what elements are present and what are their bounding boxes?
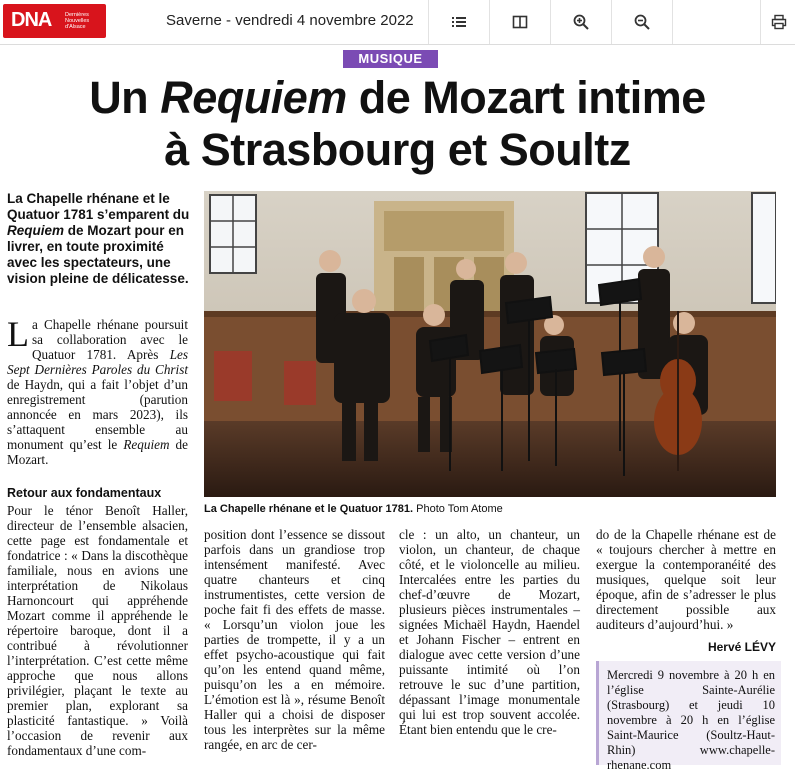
article-column-2: position dont l’essence se dissout parfois dans un grandiose trop intensément manifesté. Avec quatre chanteurs et cinq instrumentistes, cette version de poche fait fi des effets de masse. « Lorsqu’un violon joue les parties de trompette, il y a un effet psycho-acoustique qui fait qu’on les entend quand même, puisqu’on les a en mémoire. L’émotion est là », résume Benoît Haller qui a choisi de disposer tous les interprètes sur la même rangée, en arc de cer- [204, 527, 385, 752]
dna-logo[interactable] [3, 4, 106, 38]
columns-icon[interactable] [490, 0, 550, 44]
article-column-4: do de la Chapelle rhénane est de « toujours chercher à mettre en exergue la contemporanéité des musiques, quelque soit leur époque, afin de s’adresser le plus directement possible aux auditeurs d’aujourd’hui. » [596, 527, 776, 632]
article-intro: La Chapelle rhénane poursuit sa collaboration avec le Quatuor 1781. Après Les Sept Dernières Paroles du Christ de Haydn, qui a fait l’objet d’un enregistrement (parution annoncée en mars 2023), ils s’attaquent ensemble au monument qu’est le Requiem de Mozart. [7, 314, 189, 467]
section-subhead: Retour aux fondamentaux [7, 486, 162, 500]
edition-date: Saverne - vendredi 4 novembre 2022 [166, 12, 414, 29]
top-toolbar [0, 0, 795, 45]
drop-cap: L [7, 314, 29, 354]
article-column-1: Pour le ténor Benoît Haller, directeur de l’ensemble alsacien, cette page est fondamentale et fondatrice : « Dans la discothèque familiale, nous en avions une interprétation de Nikolaus Harnoncourt qui appréhende Mozart comme il appréhende le répertoire baroque, dont il a contribué à révolutionner l’interprétation. C’est cette même approche que nous allons privilégier, plaçant le texte au premier plan, explorant sa plasticité fantastique. » Voilà l’occasion de revenir aux fondamentaux d’une com- [7, 503, 188, 758]
rubric-label: MUSIQUE [343, 50, 438, 68]
article-author: Hervé LÉVY [707, 640, 776, 654]
print-icon[interactable] [762, 0, 795, 44]
zoom-out-icon[interactable] [612, 0, 672, 44]
photo-caption: La Chapelle rhénane et le Quatuor 1781. Photo Tom Atome [204, 503, 503, 515]
logo-text: DNA [11, 9, 52, 31]
logo-subtext: Dernières Nouvelles d'Alsace [65, 12, 90, 30]
zoom-in-icon[interactable] [551, 0, 611, 44]
list-icon[interactable] [429, 0, 489, 44]
event-info-text: Mercredi 9 novembre à 20 h en l’église Sainte-Aurélie (Strasbourg) et jeudi 10 novembre à 20 h en l’église Saint-Maurice (Soultz-Haut-Rhin) www.chapelle-rhenane.com [607, 668, 775, 772]
article-photo [204, 191, 776, 497]
article-lead: La Chapelle rhénane et le Quatuor 1781 s’emparent du Requiem de Mozart pour en livrer, en toute proximité avec les spectateurs, une vision pleine de délicatesse. [7, 191, 190, 286]
event-info-box [596, 661, 781, 772]
article-headline: Un Requiem de Mozart intime à Strasbourg et Soultz [89, 72, 706, 175]
article-column-3: cle : un alto, un chanteur, un violon, un chanteur, de chaque côté, et le violoncelle au milieu. Intercalées entre les parties du chef-d’œuvre de Mozart, plusieurs pièces instrumentales – signées Michaël Haydn, Haendel et Johann Fischer – entrent en dialogue avec cette version d’une puissante intimité où l’on retrouve le suc d’une partition, dépassant l’image monumentale qui lui est trop souvent accolée. Étant bien entendu que le cre- [399, 527, 580, 737]
photo-credit: Photo Tom Atome [416, 503, 503, 515]
